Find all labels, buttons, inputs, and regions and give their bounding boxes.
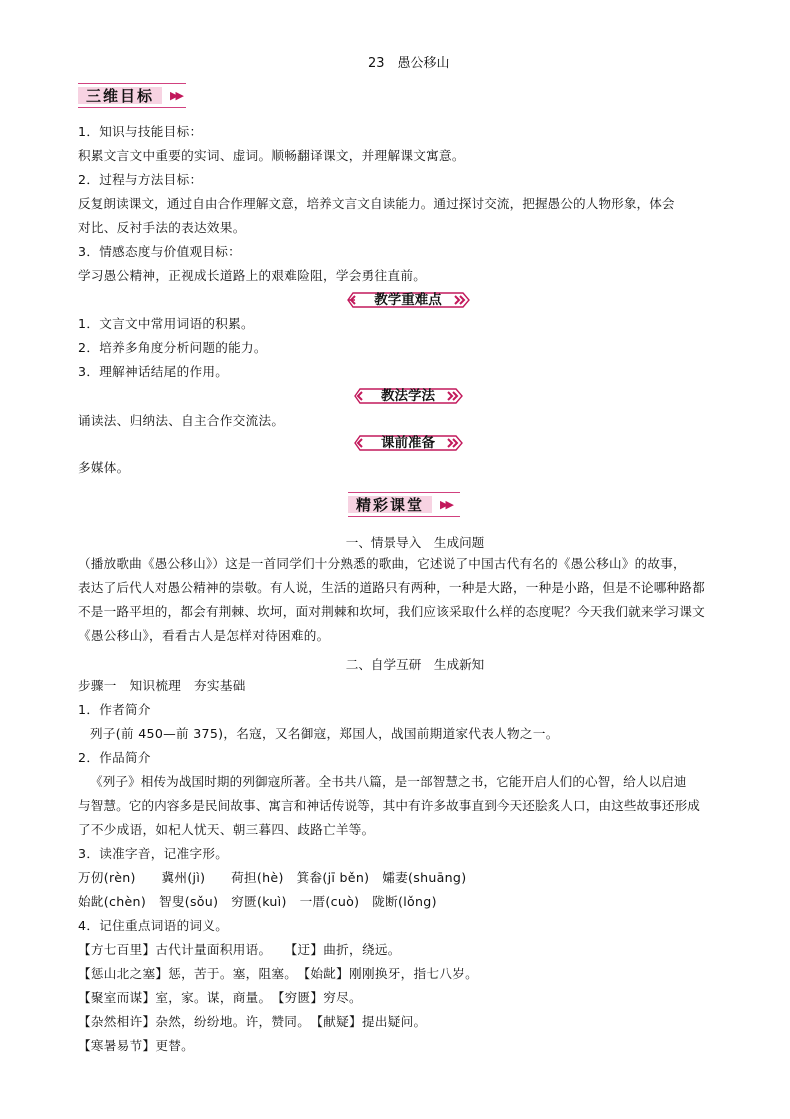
double-chevron-icon: ▶▶ — [170, 89, 181, 102]
goal-line: 反复朗读课文，通过自由合作理解文意，培养文言文自读能力。通过探讨交流，把握愚公的人物形象，体会 — [78, 196, 675, 211]
double-chevron-icon: ▶▶ — [440, 498, 451, 511]
goal-line: 1．知识与技能目标： — [78, 124, 203, 139]
step-heading: 步骤一 知识梳理 夯实基础 — [78, 678, 246, 693]
keypoint-line: 1．文言文中常用词语的积累。 — [78, 316, 254, 331]
work-text: 《列子》相传为战国时期的列御寇所著。全书共八篇，是一部智慧之书，它能开启人们的心智，给人以启迪 — [90, 774, 687, 789]
goal-line: 2．过程与方法目标： — [78, 172, 203, 187]
intro-line: 表达了后代人对愚公精神的崇敬。有人说，生活的道路只有两种，一种是大路，一种是小路，但是不论哪种路都 — [78, 580, 705, 595]
item-heading: 2．作品简介 — [78, 750, 151, 765]
preparation-line: 多媒体。 — [78, 460, 130, 475]
item-heading: 3．读准字音，记准字形。 — [78, 846, 229, 861]
intro-line: 不是一路平坦的，都会有荆棘、坎坷，面对荆棘和坎坷，我们应该采取什么样的态度呢？今天我们就来学习课文 — [78, 604, 705, 619]
vocab-line: 【方七百里】古代计量面积用语。 【迂】曲折，绕远。 — [78, 942, 401, 957]
methods-line: 诵读法、归纳法、自主合作交流法。 — [78, 413, 285, 428]
goal-line: 积累文言文中重要的实词、虚词。顺畅翻译课文，并理解课文寓意。 — [78, 148, 465, 163]
intro-line: （播放歌曲《愚公移山》）这是一首同学们十分熟悉的歌曲，它述说了中国古代有名的《愚公移山》的故事， — [78, 556, 686, 571]
work-text: 与智慧。它的内容多是民间故事、寓言和神话传说等，其中有许多故事直到今天还脍炙人口，由这些故事还形成 — [78, 798, 700, 813]
page-title: 23 愚公移山 — [368, 56, 450, 71]
vocab-line: 【寒暑易节】更替。 — [78, 1038, 195, 1053]
goal-line: 对比、反衬手法的表达效果。 — [78, 220, 246, 235]
subheading: 二、自学互研 生成新知 — [345, 657, 485, 672]
vocab-line: 【杂然相许】杂然，纷纷地。许，赞同。 【献疑】提出疑问。 — [78, 1014, 427, 1029]
banner-label: 教法学法 — [381, 388, 435, 404]
pronunciation-line: 万仞(rèn) 冀州(jì) 荷担(hè) 箕畚(jī běn) 孀妻(shuāng) — [78, 870, 467, 885]
banner-label: 课前准备 — [381, 435, 435, 451]
keypoint-line: 3．理解神话结尾的作用。 — [78, 364, 229, 379]
vocab-line: 【惩山北之塞】惩，苦于。塞，阻塞。 【始龀】刚刚换牙，指七八岁。 — [78, 966, 478, 981]
item-heading: 4．记住重点词语的词义。 — [78, 918, 229, 933]
section-heading-goals — [78, 83, 186, 108]
pronunciation-line: 始龀(chèn) 智叟(sǒu) 穷匮(kuì) 一厝(cuò) 陇断(lǒng) — [78, 894, 437, 909]
intro-line: 《愚公移山》，看看古人是怎样对待困难的。 — [78, 628, 330, 643]
vocab-line: 【聚室而谋】室，家。谋，商量。 【穷匮】穷尽。 — [78, 990, 362, 1005]
goal-line: 3．情感态度与价值观目标： — [78, 244, 242, 259]
author-text: 列子(前 450—前 375)，名寇，又名御寇，郑国人，战国前期道家代表人物之一。 — [90, 726, 559, 741]
section-heading-label: 三维目标 — [78, 87, 162, 104]
subheading: 一、情景导入 生成问题 — [345, 535, 485, 550]
section-heading-methods — [352, 386, 464, 406]
banner-label: 教学重难点 — [374, 292, 442, 308]
item-heading: 1．作者简介 — [78, 702, 151, 717]
section-heading-classroom — [348, 492, 460, 517]
keypoint-line: 2．培养多角度分析问题的能力。 — [78, 340, 267, 355]
section-heading-preparation — [352, 433, 464, 453]
goal-line: 学习愚公精神，正视成长道路上的艰难险阻，学会勇往直前。 — [78, 268, 427, 283]
work-text: 了不少成语，如杞人忧天、朝三暮四、歧路亡羊等。 — [78, 822, 375, 837]
section-heading-label: 精彩课堂 — [348, 496, 432, 513]
section-heading-keypoints — [345, 290, 471, 310]
